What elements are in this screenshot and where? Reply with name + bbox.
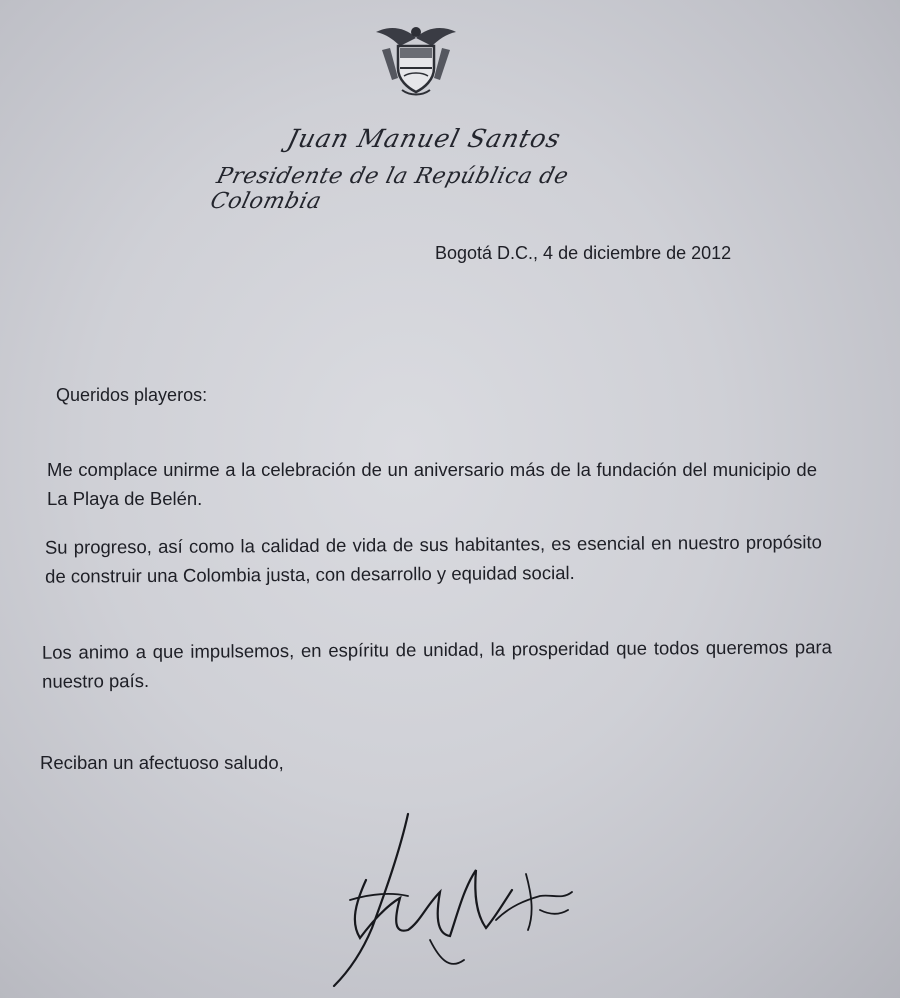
letterhead-title: Presidente de la República de Colombia bbox=[207, 164, 572, 214]
paragraph-1: Me complace unirme a la celebración de un aniversario más de la fundación del municipio de La Playa de Belén. bbox=[47, 459, 817, 509]
letterhead-name: Juan Manuel Santos bbox=[284, 124, 565, 153]
closing-line: Reciban un afectuoso saludo, bbox=[40, 752, 284, 773]
coat-of-arms-icon bbox=[374, 20, 458, 98]
handwritten-signature bbox=[290, 810, 590, 995]
letter-date: Bogotá D.C., 4 de diciembre de 2012 bbox=[435, 243, 732, 263]
paragraph-2: Su progreso, así como la calidad de vida de sus habitantes, es esencial en nuestro propósito de construir una Colombia justa, con desarrollo y equidad social. bbox=[44, 531, 822, 587]
salutation: Queridos playeros: bbox=[56, 385, 208, 405]
paragraph-3: Los animo a que impulsemos, en espíritu de unidad, la prosperidad que todos queremos para nuestro país. bbox=[41, 636, 832, 692]
